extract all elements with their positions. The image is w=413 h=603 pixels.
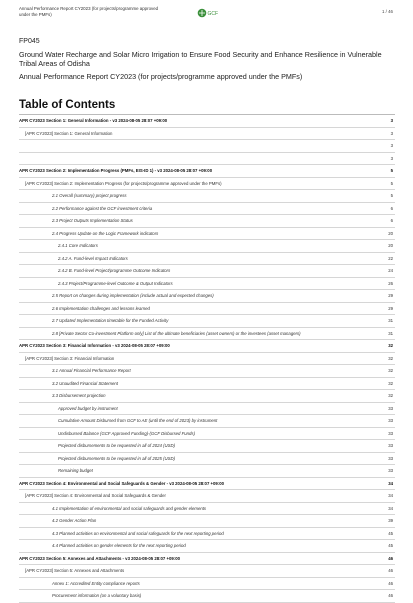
toc-entry-page: 3: [390, 143, 393, 148]
toc-entry[interactable]: [19, 128, 395, 141]
toc-entry[interactable]: [19, 540, 395, 553]
running-header-title: Annual Performance Report CY2023 (for projects/programme approved under the PMFs): [19, 6, 159, 17]
toc-entry-page: 29: [388, 305, 393, 311]
toc-entry[interactable]: [19, 390, 395, 403]
toc-entry-page: 45: [388, 543, 393, 548]
toc-entry-page: 34: [388, 480, 393, 486]
toc-entry-page: 3: [390, 118, 393, 123]
toc-entry-page: 3: [390, 130, 393, 136]
toc-entry[interactable]: [19, 240, 395, 253]
toc-entry[interactable]: [19, 403, 395, 416]
toc-entry[interactable]: [19, 565, 395, 578]
toc-entry-title: [APR CY2023] Section 2: Implementation Progress (for projects/programme approved under the PMFs): [25, 180, 222, 186]
toc-entry-page: 46: [388, 580, 393, 586]
toc-entry[interactable]: [19, 578, 395, 591]
toc-entry[interactable]: [19, 265, 395, 278]
toc-entry-page: 24: [388, 268, 393, 273]
toc-entry-page: 46: [388, 568, 393, 573]
toc-entry-page: 22: [388, 255, 393, 261]
toc-entry-title: Remaining budget: [58, 468, 93, 473]
toc-entry[interactable]: [19, 378, 395, 391]
toc-entry-page: 39: [388, 518, 393, 523]
toc-entry[interactable]: [19, 328, 395, 341]
toc-entry-page: 3: [390, 155, 393, 161]
toc-entry[interactable]: [19, 140, 395, 153]
toc-entry-title: APR CY2023 Section 3: Financial Information - v3 2024-08-05 28:07 +09:00: [19, 343, 170, 348]
toc-entry[interactable]: [19, 490, 395, 503]
toc-entry-title: Undisbursed Balance (GCF Approved Funding)-(GCF Disbursed Funds): [58, 430, 196, 436]
toc-entry-page: 32: [388, 343, 393, 348]
toc-entry[interactable]: [19, 553, 395, 566]
toc-entry-page: 33: [388, 443, 393, 448]
toc-entry[interactable]: [19, 228, 395, 241]
toc-entry-title: 3.1 Annual Financial Performance Report: [52, 368, 131, 373]
toc-entry-page: 31: [388, 330, 393, 336]
toc-entry-page: 33: [388, 430, 393, 436]
toc-entry-page: 34: [388, 493, 393, 498]
toc-entry-page: 5: [390, 180, 393, 186]
toc-entry-page: 46: [388, 593, 393, 598]
toc-entry-title: 2.2 Performance against the GCF investment criteria: [52, 205, 153, 211]
toc-entry[interactable]: [19, 215, 395, 228]
toc-entry-page: 26: [388, 280, 393, 286]
table-of-contents: [19, 115, 395, 603]
toc-entry[interactable]: [19, 515, 395, 528]
toc-entry-page: 20: [388, 230, 393, 236]
toc-entry-title: APR CY2023 Section 1: General Information - v3 2024-08-05 28:07 +09:00: [19, 118, 168, 123]
report-title: Annual Performance Report CY2023 (for projects/programme approved under the PMFs): [19, 72, 303, 81]
toc-entry-page: 32: [388, 355, 393, 361]
toc-entry[interactable]: [19, 203, 395, 216]
toc-entry-page: 45: [388, 530, 393, 536]
toc-entry-title: [APR CY2023] Section 4: Environmental and Social Safeguards & Gender: [25, 493, 166, 498]
toc-heading: Table of Contents: [19, 99, 116, 111]
toc-entry-title: APR CY2023 Section 5: Annexes and Attachments - v3 2024-08-05 28:07 +09:00: [19, 555, 181, 561]
toc-entry[interactable]: [19, 465, 395, 478]
toc-entry-page: 32: [388, 380, 393, 386]
toc-entry[interactable]: [19, 503, 395, 516]
toc-entry[interactable]: [19, 165, 395, 178]
toc-entry-title: Projected disbursements to be requested in all of 2025 (USD): [58, 455, 176, 461]
toc-entry-title: 2.1 Overall (summary) project progress: [52, 193, 127, 198]
toc-entry[interactable]: [19, 340, 395, 353]
toc-entry-page: 5: [390, 168, 393, 173]
toc-entry[interactable]: [19, 290, 395, 303]
toc-entry-page: 33: [388, 468, 393, 473]
toc-entry-page: 29: [388, 293, 393, 298]
toc-entry-title: 2.3 Project Outputs Implementation Status: [52, 218, 133, 223]
project-title: Ground Water Recharge and Solar Micro Irrigation to Ensure Food Security and Enhance Resilience in Vulnerable Tribal Areas of Odisha: [19, 50, 382, 68]
toc-entry[interactable]: [19, 428, 395, 441]
gcf-logo-icon: [197, 8, 217, 18]
toc-entry-title: [APR CY2023] Section 5: Annexes and Attachments: [25, 568, 125, 573]
toc-entry-page: 46: [388, 555, 393, 561]
toc-entry-page: 6: [390, 205, 393, 211]
toc-entry-page: 34: [388, 505, 393, 511]
toc-entry[interactable]: [19, 590, 395, 603]
toc-entry[interactable]: [19, 190, 395, 203]
toc-entry[interactable]: [19, 115, 395, 128]
toc-entry-page: 6: [390, 218, 393, 223]
toc-entry-title: Approved budget by instrument: [58, 405, 118, 411]
page-indicator: 1 / 46: [382, 9, 393, 14]
toc-entry-title: Procurement information (on a voluntary basis): [52, 593, 142, 598]
toc-entry-title: 2.6 Implementation challenges and lessons learned: [52, 305, 150, 311]
toc-entry[interactable]: [19, 253, 395, 266]
toc-entry-title: 2.4.1 Core Indicators: [58, 243, 98, 248]
toc-entry-title: [APR CY2023] Section 1: General Information: [25, 130, 113, 136]
toc-entry-title: 2.5 Report on changes during implementation (include actual and expected changes): [52, 293, 214, 298]
toc-entry-title: 2.7 Updated Implementation timetable for the Funded Activity: [52, 318, 169, 323]
toc-entry[interactable]: [19, 453, 395, 466]
toc-entry[interactable]: [19, 178, 395, 191]
toc-entry-page: 32: [388, 368, 393, 373]
toc-entry[interactable]: [19, 440, 395, 453]
toc-entry[interactable]: [19, 153, 395, 166]
toc-entry[interactable]: [19, 315, 395, 328]
toc-entry[interactable]: [19, 353, 395, 366]
toc-entry[interactable]: [19, 415, 395, 428]
toc-entry-title: 4.4 Planned activities on gender elements for the next reporting period: [52, 543, 186, 548]
toc-entry-title: 4.3 Planned activities on environmental and social safeguards for the next reporting period: [52, 530, 224, 536]
toc-entry-title: 2.4 Progress Update on the Logic Framework indicators: [52, 230, 159, 236]
toc-entry-page: 31: [388, 318, 393, 323]
toc-entry-title: 2.8 [Private Sector Co-investment Platform only] List of the ultimate beneficiaries (asset owners) or the investees (asset managers): [52, 330, 301, 336]
toc-entry[interactable]: [19, 278, 395, 291]
svg-text:GCF: GCF: [207, 11, 219, 17]
toc-entry-title: 3.2 Unaudited Financial Statement: [52, 380, 118, 386]
toc-entry-page: 32: [388, 393, 393, 398]
toc-entry[interactable]: [19, 478, 395, 491]
toc-entry-title: APR CY2023 Section 2: Implementation Progress (PMFs, EIS-ID 1) - v3 2024-08-05 28:07 +09:00: [19, 168, 213, 173]
toc-entry-title: 2.4.2 A. Fund-level Impact Indicators: [58, 255, 128, 261]
toc-entry-title: Annex 1: Accredited Entity compliance reports: [52, 580, 140, 586]
toc-entry-title: 4.1 Implementation of environmental and social safeguards and gender elements: [52, 505, 207, 511]
toc-entry-title: 2.4.3 Project/Programme-level Outcome & Output Indicators: [58, 280, 173, 286]
toc-entry-page: 33: [388, 405, 393, 411]
toc-entry-title: 3.3 Disbursement projection: [52, 393, 106, 398]
project-code: FP045: [19, 38, 40, 45]
toc-entry-title: 2.4.2 B. Fund-level Project/programme Outcome Indicators: [58, 268, 171, 273]
toc-entry-title: Projected disbursements to be requested in all of 2024 (USD): [58, 443, 176, 448]
toc-entry[interactable]: [19, 528, 395, 541]
toc-entry-title: APR CY2023 Section 4: Environmental and Social Safeguards & Gender - v3 2024-08-05 28:07 +09:00: [19, 480, 225, 486]
toc-entry-title: 4.2 Gender Action Plan: [52, 518, 97, 523]
toc-entry[interactable]: [19, 303, 395, 316]
toc-entry-title: Cumulative Amount Disbursed from GCF to AE (until the end of 2023) by instrument: [58, 418, 218, 423]
toc-entry-page: 5: [390, 193, 393, 198]
toc-entry-page: 33: [388, 418, 393, 423]
toc-entry-page: 20: [388, 243, 393, 248]
toc-entry[interactable]: [19, 365, 395, 378]
toc-entry-title: [APR CY2023] Section 3: Financial Information: [25, 355, 115, 361]
toc-entry-page: 33: [388, 455, 393, 461]
